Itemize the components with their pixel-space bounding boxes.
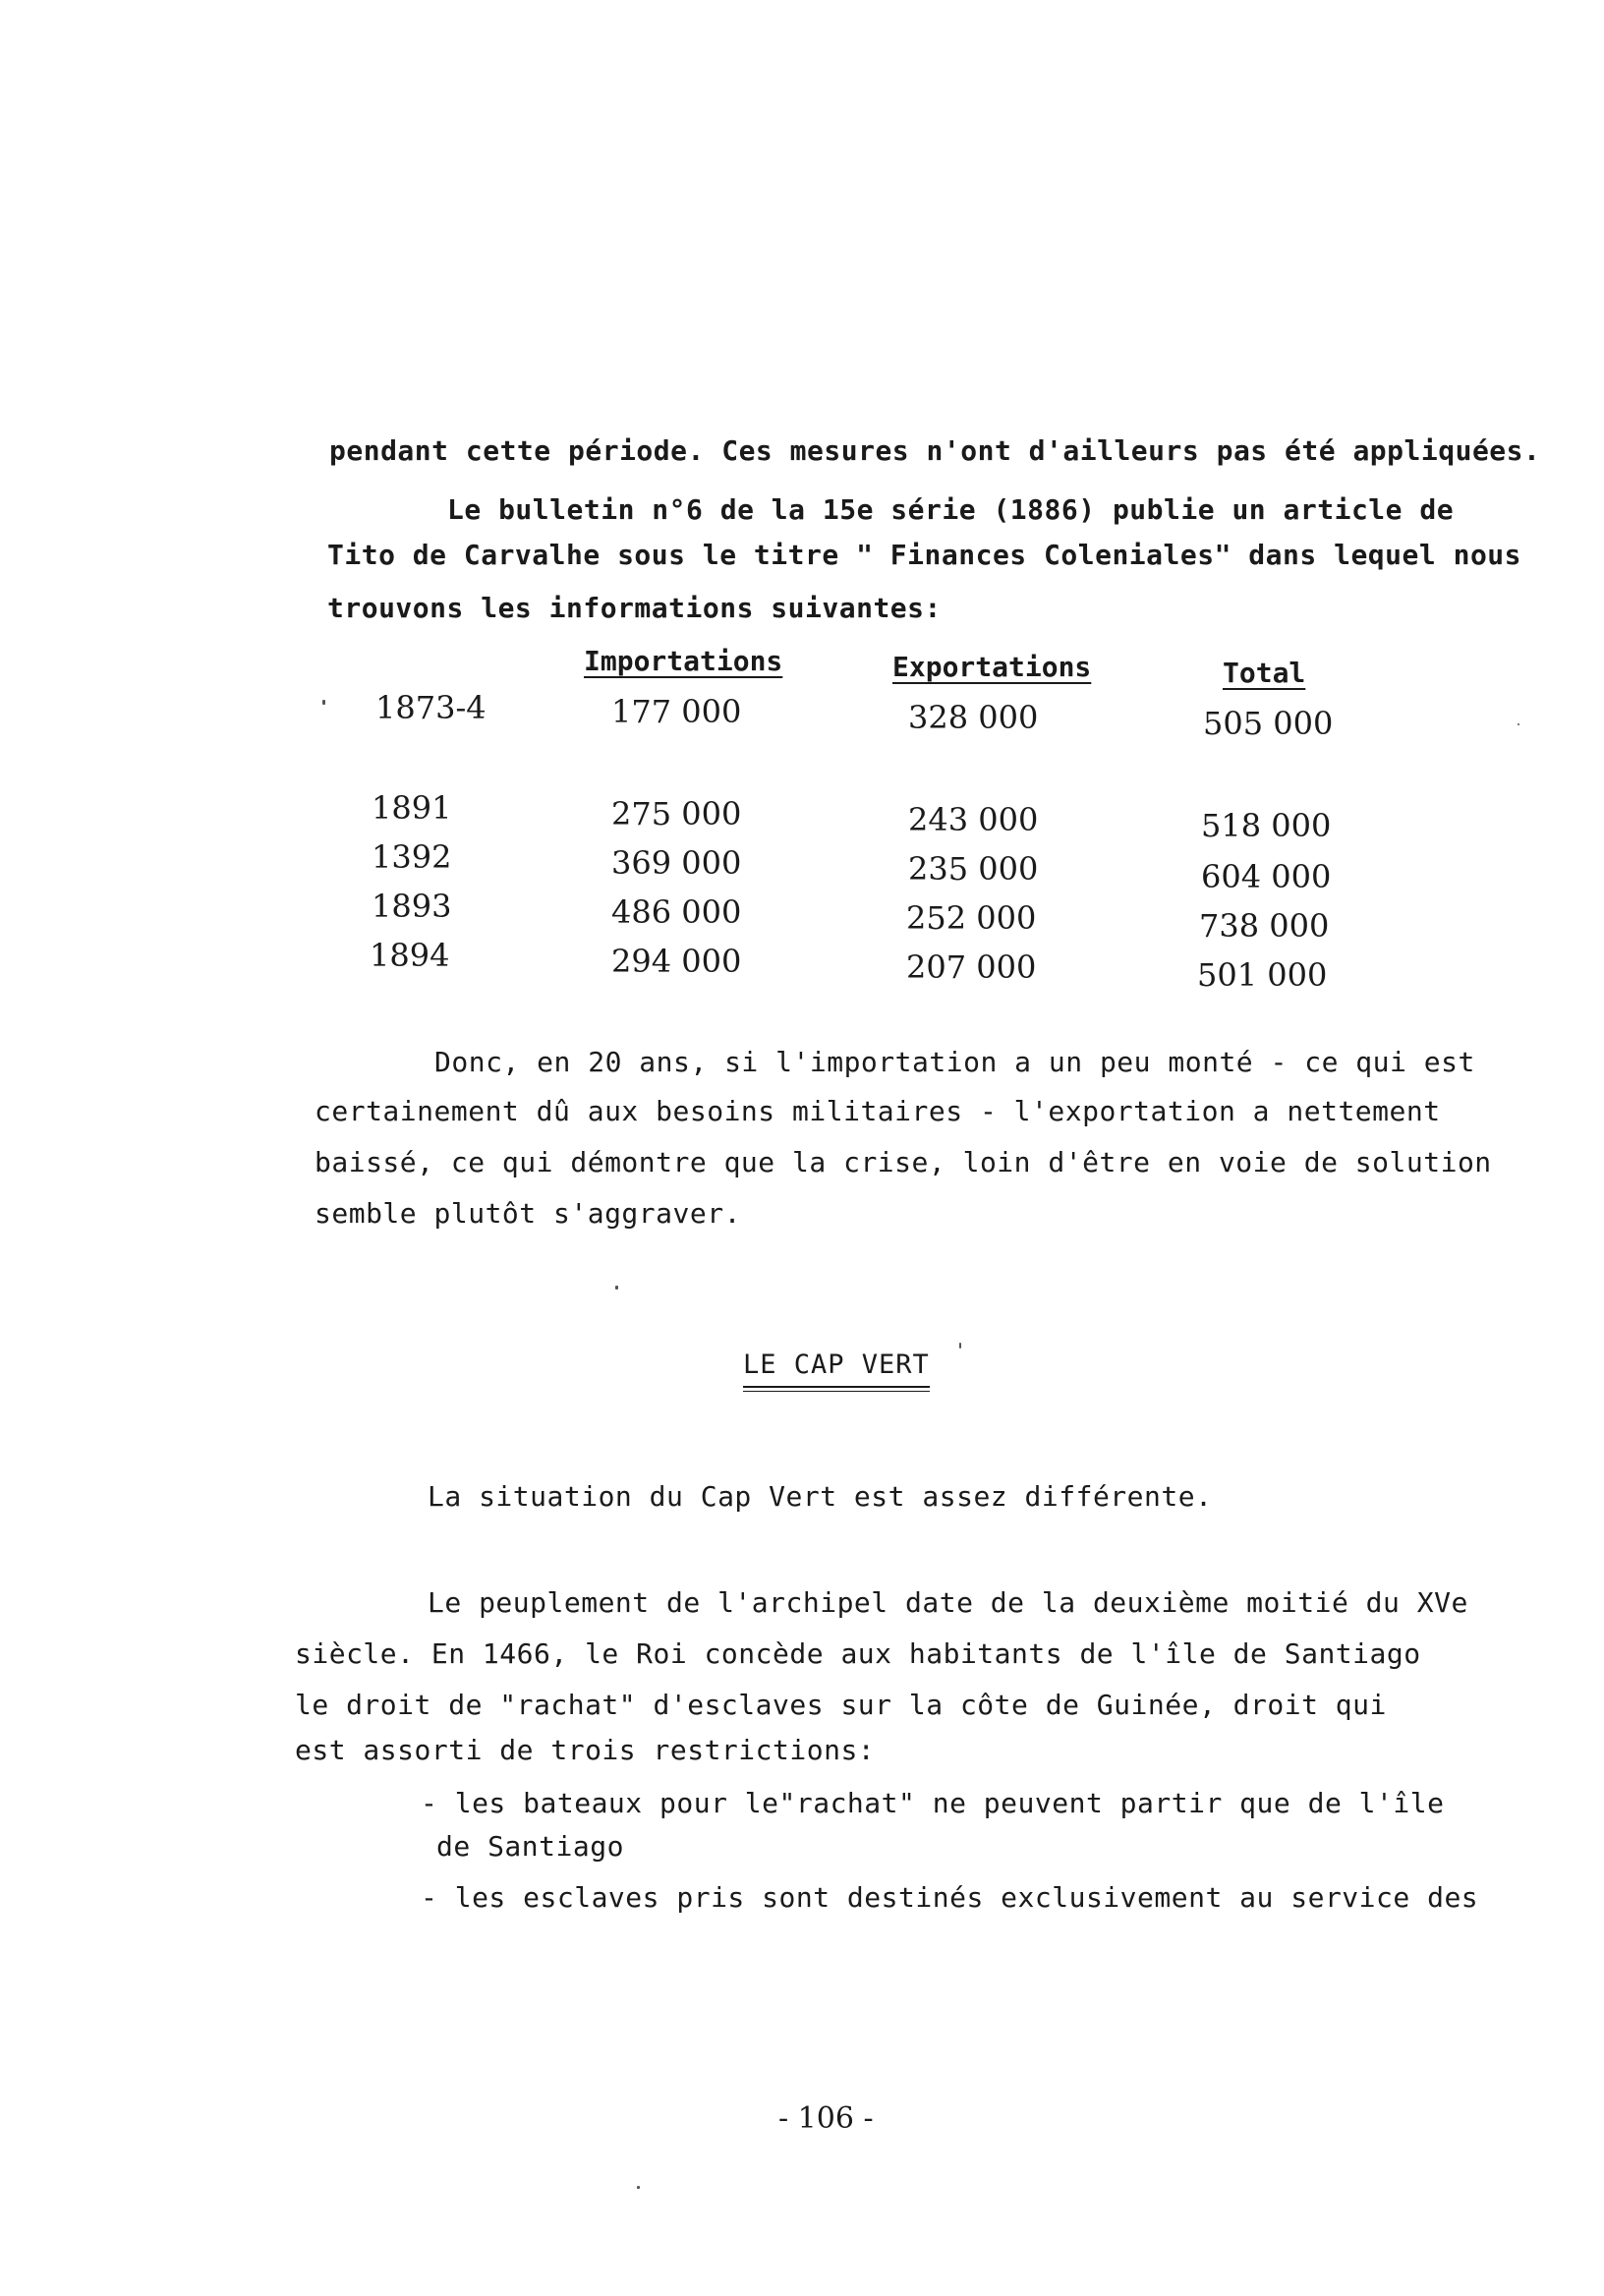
table-cell-exports: 243 000 (908, 801, 1039, 838)
scan-speck (322, 700, 325, 705)
table-cell-imports: 369 000 (611, 844, 742, 882)
table-cell-total: 501 000 (1197, 956, 1328, 994)
paragraph-line: baissé, ce qui démontre que la crise, loin d'être en voie de solution (315, 1146, 1492, 1178)
table-cell-year: 1893 (372, 888, 452, 925)
section-heading: LE CAP VERT (743, 1349, 930, 1388)
paragraph-line: semble plutôt s'aggraver. (315, 1197, 741, 1230)
paragraph-line: Le peuplement de l'archipel date de la deuxième moitié du XVe (428, 1586, 1468, 1619)
table-cell-exports: 235 000 (908, 850, 1039, 888)
table-header-imports: Importations (584, 645, 783, 677)
paragraph-line: Le bulletin n°6 de la 15e série (1886) publie un article de (447, 493, 1455, 526)
table-cell-imports: 294 000 (611, 943, 742, 980)
table-cell-exports: 252 000 (906, 899, 1037, 937)
scan-speck (959, 1343, 961, 1349)
paragraph-line: est assorti de trois restrictions: (295, 1734, 876, 1766)
paragraph-line: trouvons les informations suivantes: (327, 592, 942, 624)
scan-speck (1518, 723, 1519, 725)
table-cell-year: 1873-4 (375, 689, 487, 726)
table-header-total: Total (1223, 657, 1306, 689)
table-cell-total: 604 000 (1201, 858, 1332, 895)
paragraph-line: le droit de "rachat" d'esclaves sur la côte de Guinée, droit qui (295, 1689, 1387, 1721)
scan-speck (637, 2186, 640, 2189)
table-cell-imports: 177 000 (611, 693, 742, 730)
list-item-line: de Santiago (436, 1830, 624, 1863)
table-cell-year: 1392 (372, 838, 452, 876)
paragraph-line: siècle. En 1466, le Roi concède aux habitants de l'île de Santiago (295, 1637, 1421, 1670)
table-cell-imports: 275 000 (611, 795, 742, 832)
table-cell-total: 505 000 (1203, 705, 1334, 742)
paragraph-line: Tito de Carvalhe sous le titre " Finances Coleniales" dans lequel nous (327, 539, 1522, 571)
table-cell-total: 738 000 (1199, 907, 1330, 945)
page-number: - 106 - (778, 2101, 874, 2136)
scan-speck (615, 1286, 618, 1290)
paragraph-line: La situation du Cap Vert est assez différente. (428, 1480, 1213, 1513)
table-cell-imports: 486 000 (611, 893, 742, 931)
table-cell-total: 518 000 (1201, 807, 1332, 844)
paragraph-line: certainement dû aux besoins militaires - l'exportation a nettement (315, 1095, 1441, 1127)
paragraph-line: Donc, en 20 ans, si l'importation a un peu monté - ce qui est (434, 1046, 1475, 1078)
list-item-line: - les esclaves pris sont destinés exclusivement au service des (421, 1881, 1479, 1914)
table-cell-exports: 328 000 (908, 699, 1039, 736)
list-item-line: - les bateaux pour le"rachat" ne peuvent partir que de l'île (421, 1787, 1445, 1819)
paragraph-line: pendant cette période. Ces mesures n'ont d'ailleurs pas été appliquées. (329, 434, 1541, 467)
table-cell-year: 1891 (372, 789, 452, 827)
table-cell-exports: 207 000 (906, 948, 1037, 986)
table-cell-year: 1894 (370, 937, 450, 974)
table-header-exports: Exportations (892, 651, 1092, 683)
